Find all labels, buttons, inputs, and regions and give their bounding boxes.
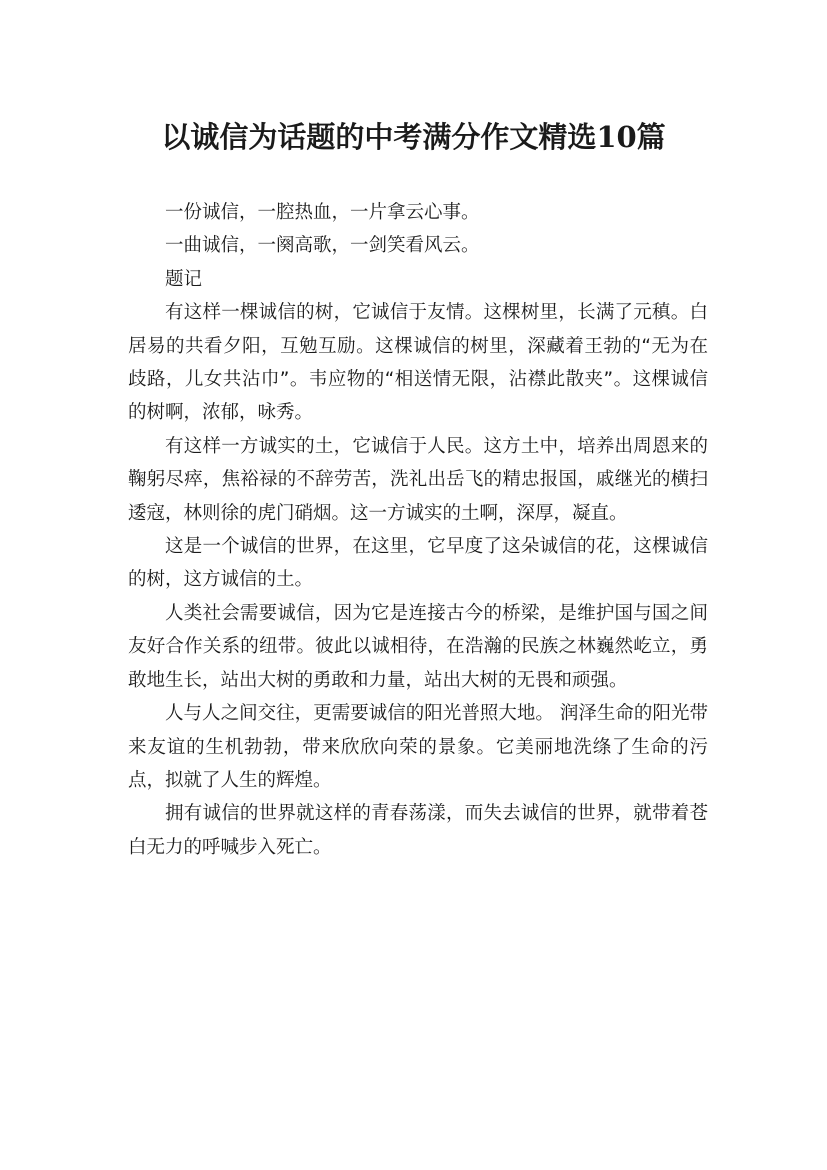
paragraph: 拥有诚信的世界就这样的青春荡漾，而失去诚信的世界，就带着苍白无力的呼喊步入死亡。 [128, 803, 708, 858]
paragraph: 人与人之间交往，更需要诚信的阳光普照大地。 润泽生命的阳光带来友谊的生机勃勃，带来欣欣向荣的景象。它美丽地洗绦了生命的污点，拟就了人生的辉煌。 [128, 703, 708, 791]
paragraph: 一份诚信，一腔热血，一片拿云心事。 [165, 202, 480, 223]
paragraph: 一曲诚信，一阕高歌，一剑笑看风云。 [165, 235, 480, 257]
document-body [128, 196, 708, 864]
paragraph: 这是一个诚信的世界，在这里，它早度了这朵诚信的花，这棵诚信的树，这方诚信的土。 [128, 536, 708, 591]
paragraph: 题记 [165, 268, 203, 290]
document-title: 以诚信为话题的中考满分作文精选10篇 [161, 120, 666, 155]
paragraph: 人类社会需要诚信，因为它是连接古今的桥梁，是维护国与国之间友好合作关系的纽带。彼此以诚相待，在浩瀚的民族之林巍然屹立，勇敢地生长，站出大树的勇敢和力量，站出大树的无畏和顽强。 [128, 602, 708, 691]
paragraph: 有这样一方诚实的土，它诚信于人民。这方土中，培养出周恩来的鞠躬尽瘁，焦裕禄的不辞劳苦，洗礼出岳飞的精忠报国，戚继光的横扫逶寇，林则徐的虎门硝烟。这一方诚实的土啊，深厚，凝直。 [128, 435, 708, 524]
paragraph: 有这样一棵诚信的树，它诚信于友情。这棵树里，长满了元稹。白居易的共看夕阳，互勉互励。这棵诚信的树里，深藏着王勃的“无为在歧路，儿女共沾巾”。韦应物的“相送情无限，沾襟此散夹”。这棵诚信的树啊，浓郁，咏秀。 [128, 302, 708, 424]
